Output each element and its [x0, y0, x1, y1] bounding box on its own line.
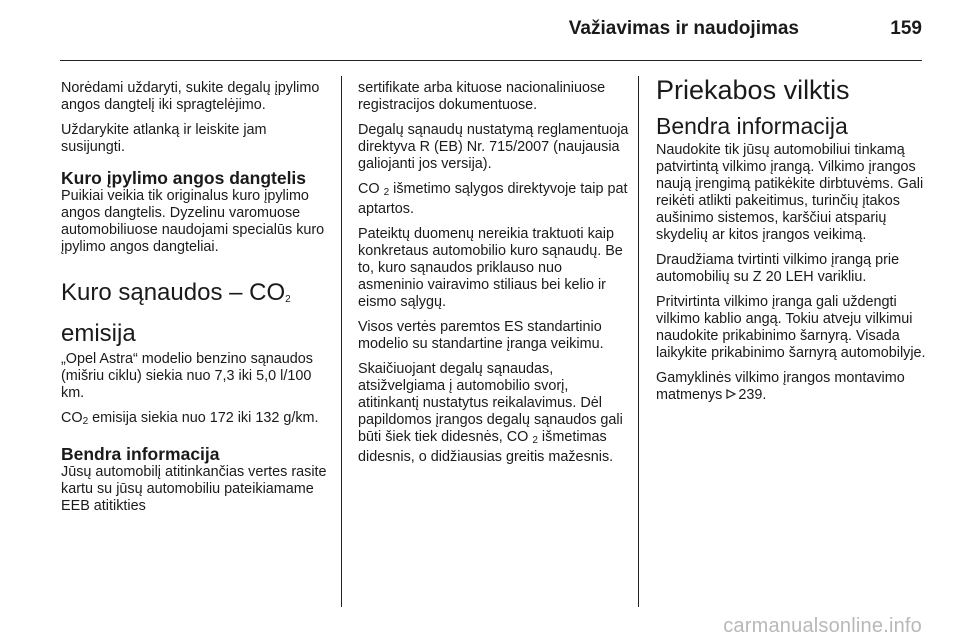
heading-general-info: Bendra informacija — [61, 444, 220, 464]
paragraph-z20leh: Draudžiama tvirtinti vilkimo įrangą prie automobilių su Z 20 LEH varikliu. — [656, 252, 900, 285]
paragraph-eu-standard: Visos vertės paremtos ES standartinio modelio su standartine įranga veikimu. — [358, 319, 604, 352]
paragraph-close-cap: Norėdami uždaryti, sukite degalų įpylimo angos dangtelį iki spragtelėjimo. — [61, 80, 320, 113]
paragraph-data-not-specific: Pateiktų duomenų nereikia traktuoti kaip konkretaus automobilio kuro sąnaudų. Be to, kuro sąnaudos priklauso nuo asmeninio vairavimo stiliaus bei kelio ir eismo sąlygų. — [358, 226, 623, 310]
paragraph-co2-emission — [61, 410, 331, 430]
weight-sub: 2 — [532, 435, 538, 446]
co2-text: CO — [61, 410, 83, 426]
paragraph-close-flap: Uždarykite atlanką ir leiskite jam susijungti. — [61, 122, 267, 155]
heading-fuel-text-2: emisija — [61, 320, 136, 347]
heading-fuel-sub: 2 — [285, 294, 291, 305]
paragraph-towing-eye: Pritvirtinta vilkimo įranga gali uždengti vilkimo kablio angą. Tokiu atveju vilkimui naudokite prikabinimo šarnyrą. Visada laikykite prikabinimo šarnyrą automobilyje. — [656, 294, 926, 361]
column-3 — [656, 75, 926, 412]
paragraph-towing-equipment: Naudokite tik jūsų automobiliui tinkamą patvirtintą vilkimo įrangą. Vilkimo įrangos naują įrengimą patikėkite dirbtuvėms. Gali reikėti atlikti pakeitimus, turinčių įtakos aušinimo sistemos, karščiui atsparių skydelių ar kitos įrangos veikimą. — [656, 142, 924, 243]
paragraph-directive: Degalų sąnaudų nustatymą reglamentuoja direktyva R (EB) Nr. 715/2007 (naujausia galiojanti jos versija). — [358, 122, 629, 172]
co2-cond-sub: 2 — [383, 187, 390, 198]
co2-text-2: emisija siekia nuo 172 iki 132 g/km. — [88, 410, 319, 426]
co2-sub: 2 — [82, 416, 89, 427]
paragraph-co2-conditions — [358, 181, 630, 218]
column-divider-1 — [341, 76, 342, 607]
page-title: Važiavimas ir naudojimas — [568, 18, 799, 39]
heading-general-info-2: Bendra informacija — [656, 113, 848, 139]
paragraph-certificate: sertifikate arba kituose nacionaliniuose registracijos dokumentuose. — [358, 80, 606, 113]
heading-fuel-text: Kuro sąnaudos – CO — [61, 279, 286, 306]
weight-text-2: išmetimas didesnis, o didžiausias greitis mažesnis. — [358, 429, 614, 465]
page-reference[interactable]: 239. — [738, 387, 767, 403]
page-reference-icon — [726, 387, 738, 404]
co2-cond-text: CO — [358, 181, 384, 197]
paragraph-astra-consumption: „Opel Astra“ modelio benzino sąnaudos (mišriu ciklu) siekia nuo 7,3 iki 5,0 l/100 km. — [61, 351, 313, 401]
heading-fuel-cap: Kuro įpylimo angos dangtelis — [61, 168, 307, 188]
heading-trailer-towing: Priekabos vilktis — [656, 75, 850, 105]
co2-cond-text-2: išmetimo sąlygos direktyvoje taip pat aptartos. — [358, 181, 628, 217]
column-2 — [358, 80, 630, 474]
paragraph-fuel-cap: Puikiai veikia tik originalus kuro įpylimo angos dangtelis. Dyzelinu varomuose automobiliuose naudojami specialūs kuro įpylimo angos dangteliai. — [61, 188, 325, 255]
paragraph-weight — [358, 361, 630, 466]
weight-text: Skaičiuojant degalų sąnaudas, atsižvelgiama į automobilio svorį, atitinkantį nustatytus reikalavimus. Dėl papildomos įrangos degalų sąnaudos gali būti šiek tiek didesnės, CO — [358, 361, 623, 445]
header-divider — [60, 60, 922, 61]
watermark: carmanualsonline.info — [723, 615, 922, 637]
paragraph-mounting-dimensions — [656, 370, 926, 404]
column-divider-2 — [638, 76, 639, 607]
paragraph-eec-values: Jūsų automobilį atitinkančias vertes rasite kartu su jūsų automobiliu pateikiamame EEB atitikties — [61, 464, 327, 514]
heading-fuel-consumption — [61, 276, 331, 351]
mounting-text: Gamyklinės vilkimo įrangos montavimo matmenys — [656, 370, 905, 403]
column-1 — [61, 80, 331, 523]
page-number: 159 — [890, 18, 922, 39]
